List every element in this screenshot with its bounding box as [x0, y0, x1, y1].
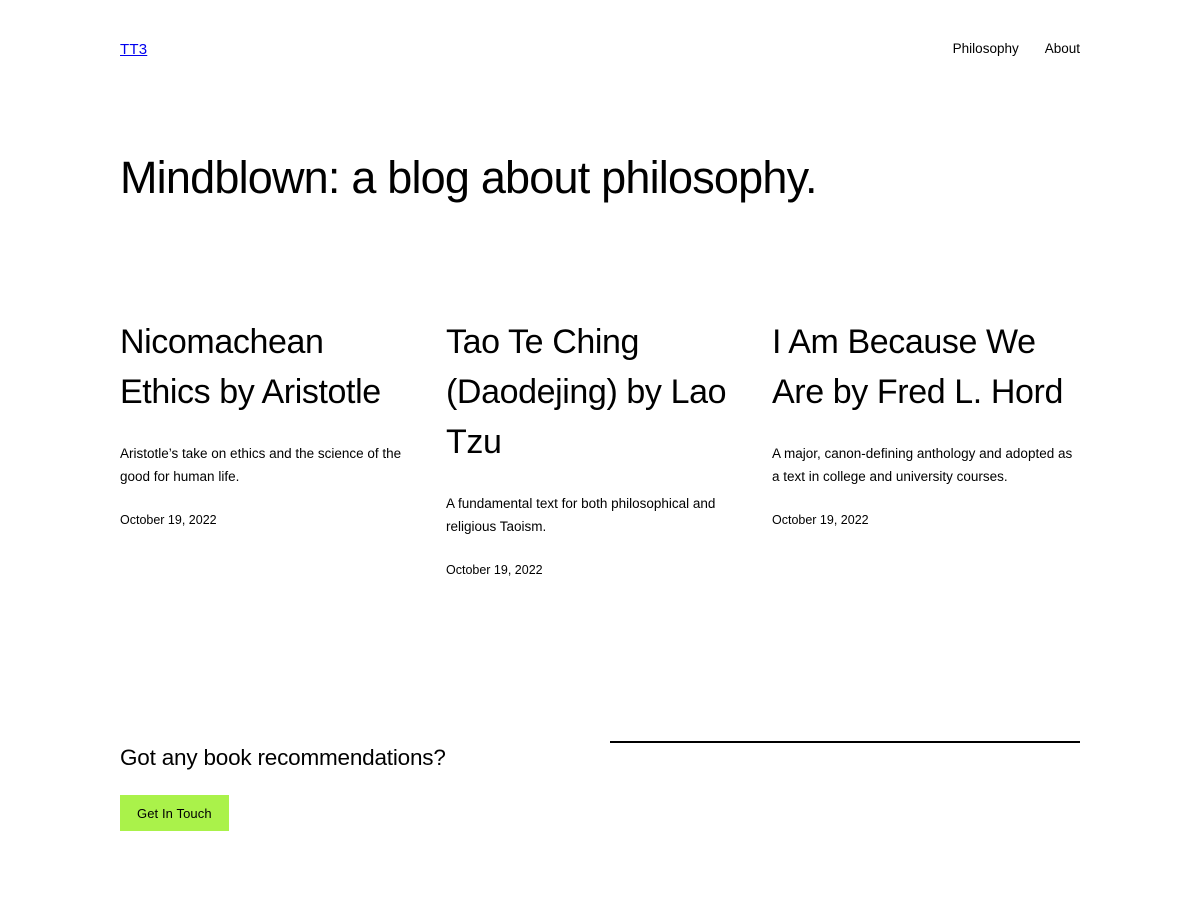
post-date: October 19, 2022 — [772, 513, 869, 528]
post-title[interactable]: Nicomachean Ethics by Aristotle — [120, 323, 381, 411]
cta-heading: Got any book recommendations? — [120, 745, 446, 770]
list-item — [446, 318, 772, 577]
post-excerpt: A major, canon-defining anthology and adopted as a text in college and university courses. — [772, 445, 1073, 485]
get-in-touch-button[interactable]: Get In Touch — [120, 795, 229, 831]
divider — [610, 741, 1080, 743]
hero-section — [120, 152, 1080, 203]
post-date: October 19, 2022 — [446, 563, 543, 578]
nav-link-about[interactable]: About — [1044, 41, 1080, 57]
post-title[interactable]: I Am Because We Are by Fred L. Hord — [772, 323, 1063, 411]
list-item — [120, 318, 446, 577]
list-item — [772, 318, 1080, 577]
page-title: Mindblown: a blog about philosophy. — [120, 152, 817, 203]
post-excerpt: A fundamental text for both philosophical and religious Taoism. — [446, 495, 716, 535]
post-date: October 19, 2022 — [120, 513, 217, 528]
post-list — [120, 318, 1080, 577]
post-title[interactable]: Tao Te Ching (Daodejing) by Lao Tzu — [446, 323, 727, 461]
site-title[interactable]: TT3 — [120, 40, 148, 58]
site-header — [0, 0, 1200, 98]
post-excerpt: Aristotle’s take on ethics and the science of the good for human life. — [120, 445, 402, 485]
nav-link-philosophy[interactable]: Philosophy — [952, 41, 1019, 57]
primary-navigation — [953, 42, 1080, 56]
